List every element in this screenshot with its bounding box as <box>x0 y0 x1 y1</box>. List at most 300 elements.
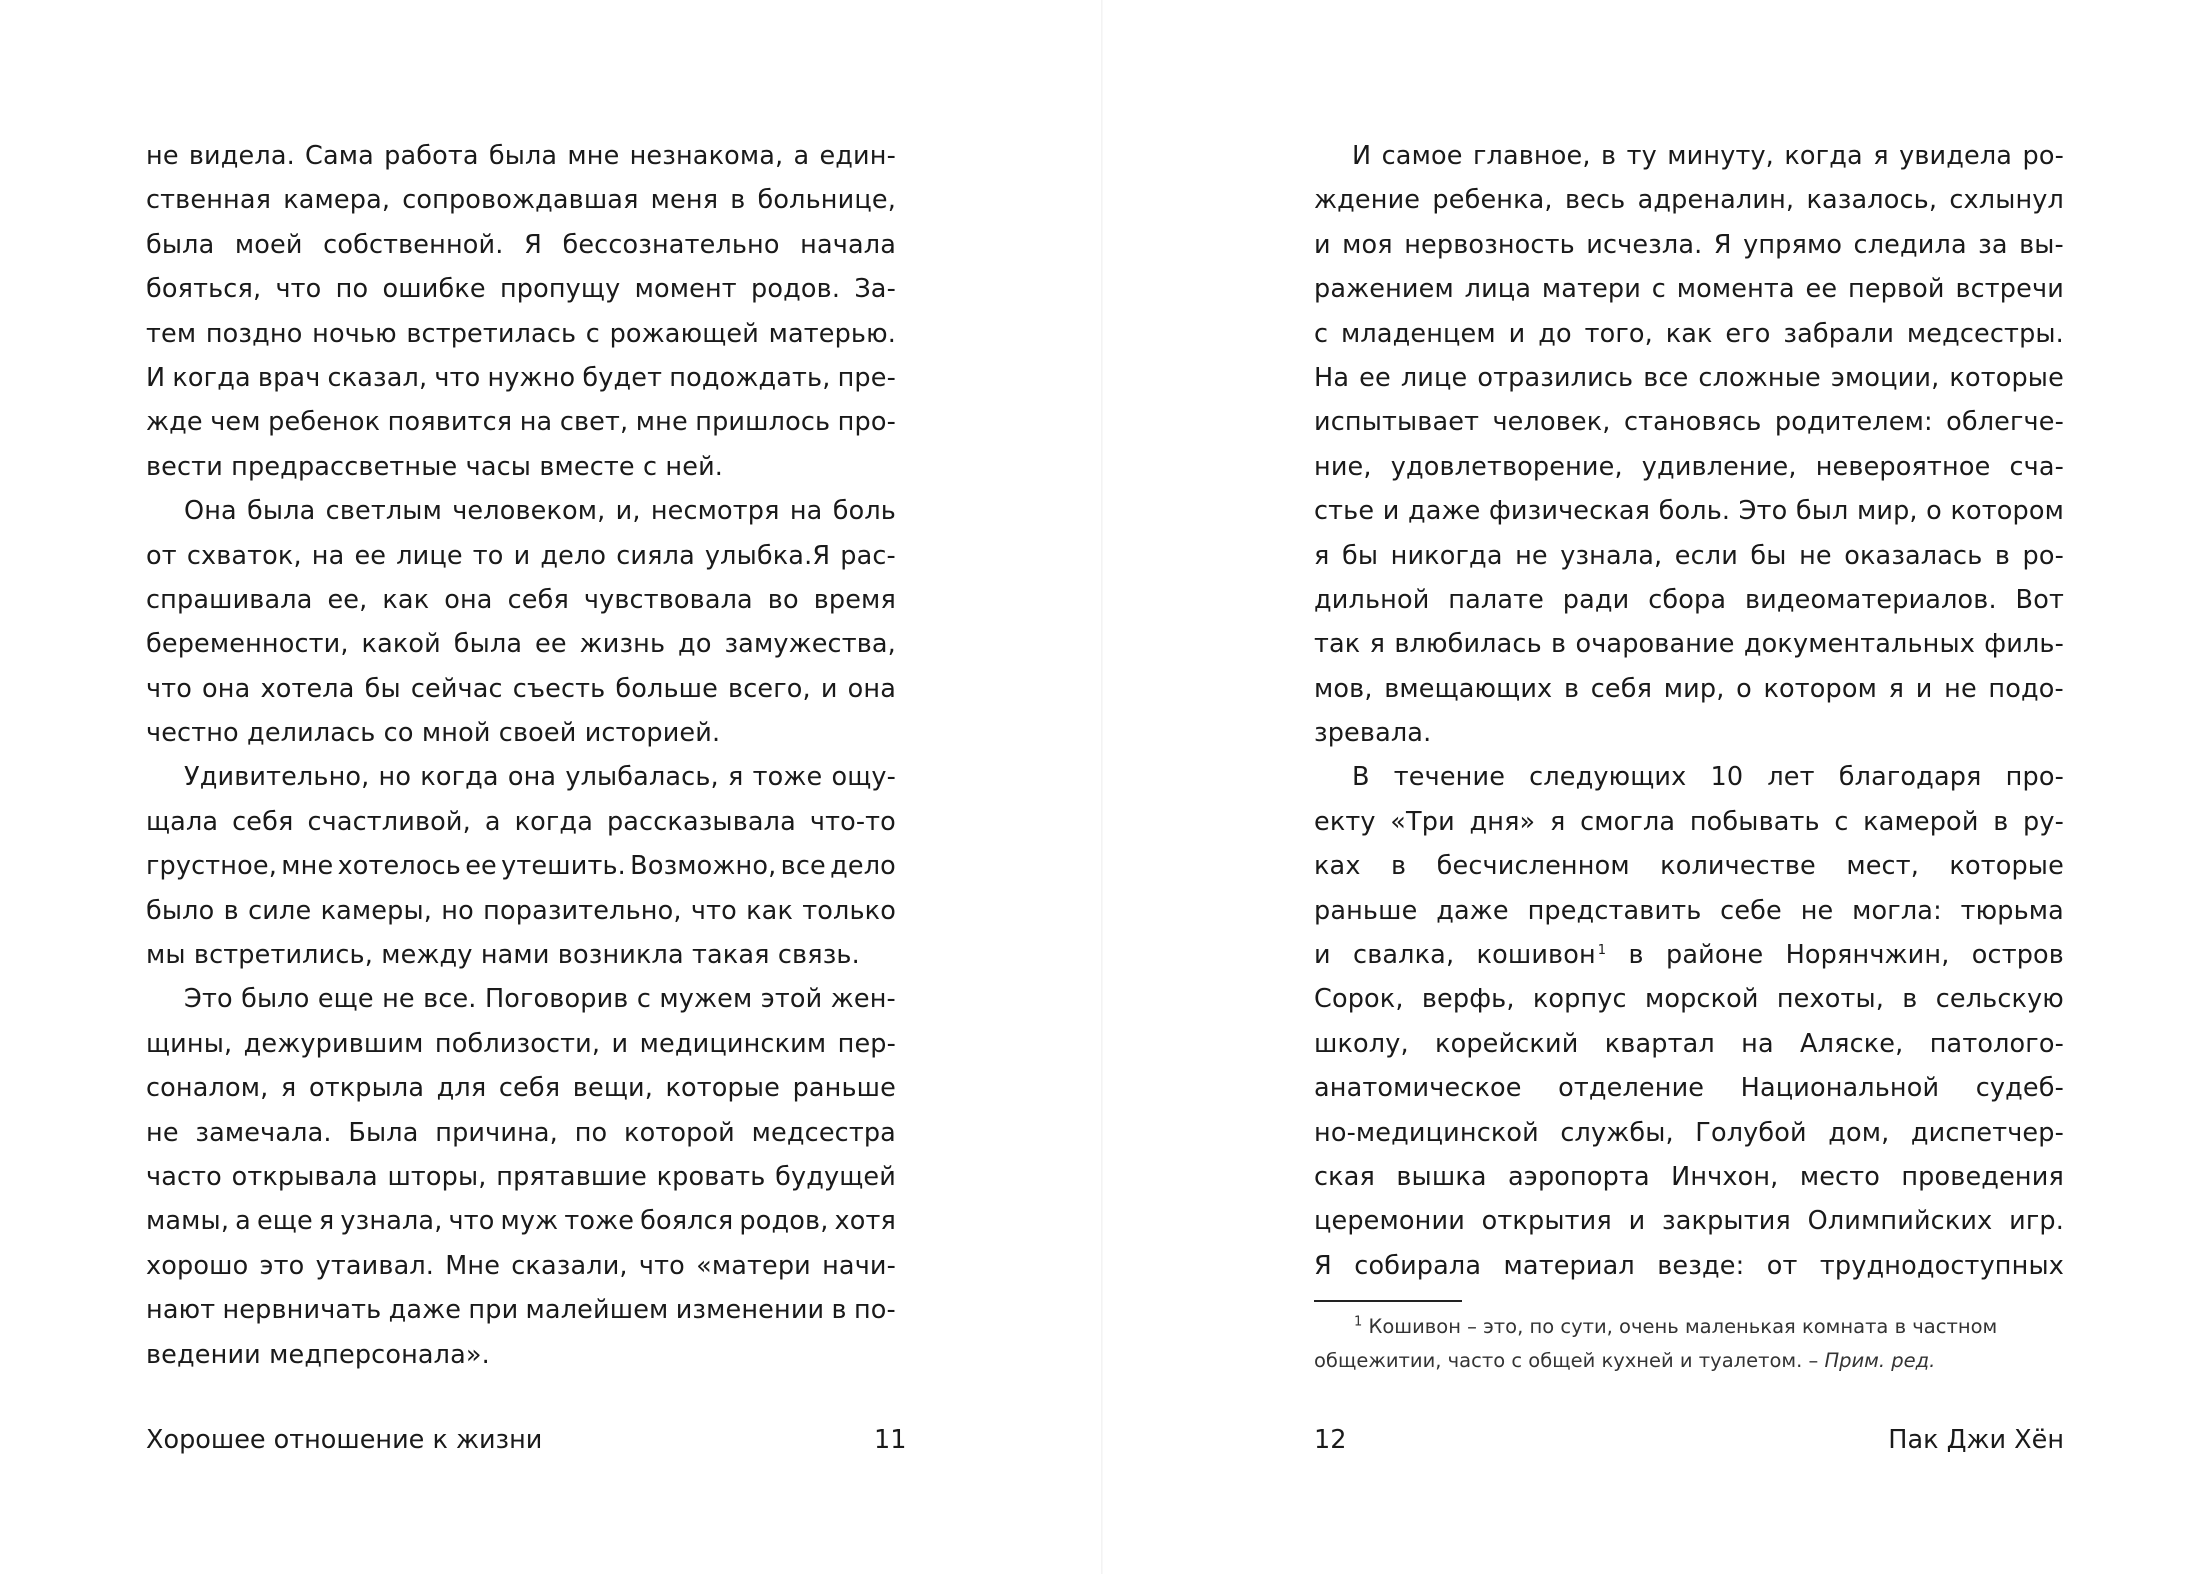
word: Инчхон, <box>1671 1161 1779 1192</box>
footnote-text-2: общежитии, часто с общей кухней и туалетом. – <box>1314 1349 1825 1372</box>
word: школу, <box>1314 1028 1409 1059</box>
word: ее <box>1805 274 1838 305</box>
word: часто <box>146 1161 222 1192</box>
text-line <box>146 134 896 178</box>
word: с <box>1651 274 1666 305</box>
text-line <box>146 1333 896 1377</box>
word: и <box>820 673 838 704</box>
text-line <box>1314 445 2064 489</box>
text-line <box>146 933 896 977</box>
word: испытывает <box>1314 407 1480 438</box>
word: грустное, <box>146 851 277 882</box>
word: ждение <box>1314 185 1421 216</box>
word: ее <box>535 629 567 660</box>
word: лица <box>1464 274 1532 305</box>
word: не <box>382 984 415 1015</box>
word: пер- <box>837 1028 896 1059</box>
text-line <box>146 1111 896 1155</box>
text-line <box>1314 1199 2064 1243</box>
word: котором <box>1763 673 1878 704</box>
word: Это <box>184 984 233 1015</box>
word: была <box>453 629 523 660</box>
word: Национальной <box>1740 1073 1940 1104</box>
word: которые <box>1949 362 2064 393</box>
word: кошивон $^1$ <box>1476 940 1607 971</box>
word: бы <box>364 673 401 704</box>
word: ражением <box>1314 274 1454 305</box>
word: даже <box>1407 496 1481 527</box>
word: силе <box>248 895 312 926</box>
text-line <box>146 534 896 578</box>
word: бы <box>1750 540 1787 571</box>
word: чем <box>210 407 261 438</box>
word: морской <box>1644 984 1759 1015</box>
word: течение <box>1393 762 1506 793</box>
word: узнала, <box>340 1206 443 1237</box>
word: матери <box>1541 274 1641 305</box>
word: За- <box>854 274 896 305</box>
word: счастливой, <box>307 806 471 837</box>
word: закрытия <box>1662 1206 1791 1237</box>
word: подождать, <box>669 362 831 393</box>
word: будущей <box>775 1161 896 1192</box>
left-page <box>0 0 1101 1574</box>
word: палате <box>1448 584 1544 615</box>
word: увидела <box>1899 141 2013 171</box>
footnote-number: 1 <box>1354 1314 1363 1330</box>
word: момента <box>1676 274 1795 305</box>
word: Я <box>524 229 542 260</box>
text-line <box>146 223 896 267</box>
word: подо- <box>1988 673 2064 704</box>
text-line <box>146 400 896 444</box>
word: себя <box>1590 673 1653 704</box>
left-page-body <box>146 134 896 1377</box>
word: улыбка.Я <box>704 540 831 571</box>
text-line <box>1314 622 2064 666</box>
word: я <box>1549 806 1566 837</box>
word: отделение <box>1558 1073 1705 1104</box>
word: как <box>746 895 794 926</box>
word: проведения <box>1901 1161 2064 1192</box>
word: была <box>146 229 215 260</box>
word: Возможно, <box>630 851 777 882</box>
text-line <box>146 178 896 222</box>
text-line <box>1314 312 2064 356</box>
line-text: мы встретились, между нами возникла такая связь. <box>146 940 860 971</box>
word: становясь <box>1623 407 1762 438</box>
word: но <box>441 895 474 926</box>
word: квартал <box>1604 1028 1715 1059</box>
word: которые <box>665 1073 781 1104</box>
text-line <box>1314 1244 2064 1288</box>
word: районе <box>1666 940 1764 971</box>
word: был <box>1795 496 1849 527</box>
word: облегче- <box>1946 407 2064 438</box>
word: «Три <box>1390 806 1455 837</box>
word: собственной. <box>323 229 504 260</box>
word: это <box>259 1250 305 1281</box>
word: в <box>831 1295 847 1326</box>
word: Голубой <box>1695 1117 1807 1148</box>
word: какой <box>361 629 441 660</box>
word: главное, <box>1472 141 1591 171</box>
word: и <box>1508 318 1526 349</box>
word: чувствовала <box>583 584 753 615</box>
word: удовлетворение, <box>1390 451 1623 482</box>
word: сельскую <box>1935 984 2064 1015</box>
text-line <box>146 889 896 933</box>
word: и <box>1382 496 1400 527</box>
word: верфь, <box>1421 984 1515 1015</box>
word: с <box>1834 806 1849 837</box>
word: родов. <box>751 274 841 305</box>
word: я <box>1888 673 1905 704</box>
word: ние, <box>1314 451 1372 482</box>
word: корейский <box>1435 1028 1579 1059</box>
word: лет <box>1767 762 1815 793</box>
right-page <box>1103 0 2204 1574</box>
word: вы- <box>2019 229 2064 260</box>
word: съесть <box>512 673 606 704</box>
word: на <box>311 540 345 571</box>
footnote <box>1314 1310 2064 1378</box>
word: благодаря <box>1838 762 1982 793</box>
footnote-line <box>1314 1310 2064 1344</box>
word: забрали <box>1783 318 1895 349</box>
word: что <box>448 1206 495 1237</box>
word: 10 <box>1710 762 1744 793</box>
word: работа <box>384 141 479 171</box>
word: камерой <box>1863 806 1979 837</box>
word: и <box>1915 673 1933 704</box>
word: светлым <box>325 496 442 527</box>
word: корпус <box>1532 984 1627 1015</box>
word: во <box>767 584 799 615</box>
word: в <box>1993 806 2009 837</box>
word: открывала <box>231 1161 378 1192</box>
word: поразительно, <box>483 895 682 926</box>
word: о <box>1926 496 1942 527</box>
word: мужем <box>659 984 753 1015</box>
word: все <box>780 851 826 882</box>
word: сча- <box>2009 451 2064 482</box>
word: моя <box>1342 229 1393 260</box>
word: для <box>436 1073 487 1104</box>
word: «матери <box>696 1250 811 1281</box>
text-line <box>146 1066 896 1110</box>
word: мне <box>281 851 334 882</box>
right-page-body <box>1314 134 2064 1288</box>
word: материал <box>1503 1250 1635 1281</box>
word: в <box>223 895 239 926</box>
left-running-title: Хорошее отношение к жизни <box>146 1425 543 1455</box>
word: жизнь <box>579 629 666 660</box>
word: И <box>1352 141 1372 171</box>
word: а <box>793 141 810 171</box>
word: филь- <box>1984 629 2064 660</box>
word: а <box>484 806 501 837</box>
word: нервничать <box>222 1295 382 1326</box>
word: поблизости, <box>434 1028 601 1059</box>
text-line <box>146 977 896 1021</box>
word: с <box>636 984 652 1015</box>
footnote-reference[interactable]: 1 <box>1597 942 1607 958</box>
word: утаивал. <box>315 1250 435 1281</box>
text-line <box>1314 933 2064 977</box>
word: в <box>1551 629 1567 660</box>
word: дело <box>540 540 607 571</box>
word: больше <box>615 673 718 704</box>
word: врач <box>257 362 321 393</box>
word: муж <box>500 1206 559 1237</box>
word: первой <box>1848 274 1945 305</box>
word: очарование <box>1575 629 1735 660</box>
word: себя <box>232 806 294 837</box>
word: свалка, <box>1353 940 1455 971</box>
word: прятавшие <box>496 1161 647 1192</box>
word: жде <box>146 407 203 438</box>
word: то <box>472 540 504 571</box>
word: дежурившим <box>243 1028 424 1059</box>
word: всего, <box>728 673 811 704</box>
word: младенцем <box>1341 318 1496 349</box>
line-text: вести предрассветные часы вместе с ней. <box>146 451 724 482</box>
word: я <box>280 1073 297 1104</box>
word: изменении <box>675 1295 825 1326</box>
word: если <box>1674 540 1738 571</box>
word: еще <box>256 1206 313 1237</box>
word: замужества, <box>724 629 896 660</box>
word: что-то <box>809 806 896 837</box>
text-line <box>146 267 896 311</box>
word: ках <box>1314 851 1361 882</box>
text-line <box>1314 889 2064 933</box>
word: исчезла. <box>1586 229 1703 260</box>
word: шторы, <box>387 1161 487 1192</box>
word: Сорок, <box>1314 984 1404 1015</box>
word: дело <box>830 851 896 882</box>
word: диспетчер- <box>1910 1117 2064 1148</box>
word: и <box>1628 1206 1646 1237</box>
word: до <box>1538 318 1572 349</box>
word: с <box>1314 318 1329 349</box>
word: упрямо <box>1743 229 1843 260</box>
word: весь <box>1564 185 1626 216</box>
word: Это <box>1738 496 1788 527</box>
right-running-author: Пак Джи Хён <box>1888 1425 2064 1455</box>
word: ребенка, <box>1432 185 1553 216</box>
text-line <box>1314 755 2064 799</box>
word: вещи, <box>572 1073 653 1104</box>
word: котором <box>1950 496 2064 527</box>
word: было <box>241 984 310 1015</box>
word: улыбалась, <box>565 762 719 793</box>
text-line <box>1314 267 2064 311</box>
word: я <box>1314 540 1330 571</box>
word: при <box>468 1295 519 1326</box>
word: не <box>146 1117 179 1148</box>
word: что <box>638 1250 685 1281</box>
word: человеком, <box>452 496 606 527</box>
word: вмещающих <box>1384 673 1553 704</box>
word: нервозность <box>1404 229 1575 260</box>
word: тем <box>146 318 197 349</box>
word: отразились <box>1477 362 1634 393</box>
word: аэропорта <box>1508 1161 1650 1192</box>
word: поздно <box>205 318 303 349</box>
word: ребенок <box>268 407 381 438</box>
word: на <box>1741 1028 1774 1059</box>
word: церемонии <box>1314 1206 1465 1237</box>
text-line <box>146 1244 896 1288</box>
word: дом, <box>1828 1117 1890 1148</box>
word: рожающей <box>609 318 759 349</box>
word: На <box>1314 362 1350 393</box>
word: в <box>1902 984 1918 1015</box>
word: Я <box>1713 229 1732 260</box>
word: пришлось <box>695 407 831 438</box>
word: и, <box>615 496 641 527</box>
word: боялся <box>640 1206 734 1237</box>
word: по- <box>853 1295 896 1326</box>
word: утешить. <box>501 851 626 882</box>
word: вышка <box>1396 1161 1487 1192</box>
text-line <box>1314 356 2064 400</box>
text-line <box>1314 667 2064 711</box>
word: Аляске, <box>1800 1028 1904 1059</box>
word: влюбилась <box>1394 629 1542 660</box>
word: невероятное <box>1815 451 1991 482</box>
word: того, <box>1584 318 1653 349</box>
word: мов, <box>1314 673 1373 704</box>
word: моей <box>234 229 303 260</box>
word: камеры, <box>320 895 433 926</box>
word: себя <box>507 584 569 615</box>
text-line <box>146 445 896 489</box>
word: ту <box>1626 141 1657 171</box>
word: стье <box>1314 496 1375 527</box>
word: все. <box>423 984 477 1015</box>
word: от <box>146 540 177 571</box>
word: игр. <box>2009 1206 2064 1237</box>
word: ее, <box>327 584 368 615</box>
word: она <box>847 673 896 704</box>
word: мир, <box>1663 673 1725 704</box>
word: медицинским <box>639 1028 827 1059</box>
word: не <box>146 141 179 171</box>
word: нают <box>146 1295 216 1326</box>
word: видела. <box>188 141 295 171</box>
word: еще <box>317 984 374 1015</box>
word: открытия <box>1481 1206 1612 1237</box>
word: с <box>585 318 600 349</box>
word: когда <box>1784 141 1863 171</box>
word: никогда <box>1390 540 1503 571</box>
word: ру- <box>2023 806 2064 837</box>
word: все <box>1643 362 1689 393</box>
word: как <box>382 584 430 615</box>
word: беременности, <box>146 629 349 660</box>
word: схваток, <box>186 540 302 571</box>
text-line <box>1314 400 2064 444</box>
word: она <box>202 673 251 704</box>
word: судеб- <box>1975 1073 2064 1104</box>
text-line <box>146 844 896 888</box>
text-line <box>1314 1155 2064 1199</box>
word: мне <box>635 407 688 438</box>
word: камера, <box>283 185 391 216</box>
word: даже <box>1436 895 1509 926</box>
word: хотела <box>260 673 355 704</box>
word: нужно <box>487 362 576 393</box>
word: сопровождавшая <box>402 185 639 216</box>
word: хотелось <box>337 851 461 882</box>
word: ошибке <box>382 274 486 305</box>
word: о <box>1736 673 1752 704</box>
word: не <box>1944 673 1977 704</box>
word: сказали, <box>511 1250 628 1281</box>
word: Мне <box>445 1250 501 1281</box>
word: представить <box>1527 895 1702 926</box>
word: раньше <box>792 1073 896 1104</box>
word: сияла <box>616 540 695 571</box>
word: Сама <box>305 141 374 171</box>
word: встретилась <box>406 318 577 349</box>
text-line <box>146 667 896 711</box>
word: ро- <box>2022 141 2064 171</box>
word: ро- <box>2022 540 2064 571</box>
word: но-медицинской <box>1314 1117 1539 1148</box>
word: которой <box>624 1117 735 1148</box>
text-line <box>1314 134 2064 178</box>
word: начала <box>800 229 896 260</box>
word: сейчас <box>410 673 503 704</box>
word: не <box>1799 540 1832 571</box>
word: что <box>434 362 481 393</box>
word: остров <box>1971 940 2064 971</box>
text-line <box>146 489 896 533</box>
word: была <box>247 496 316 527</box>
footnote-separator <box>1314 1300 1462 1302</box>
word: про- <box>2005 762 2064 793</box>
text-line <box>146 1199 896 1243</box>
word: сложные <box>1698 362 1821 393</box>
word: только <box>802 895 896 926</box>
word: больнице, <box>757 185 896 216</box>
word: когда <box>514 806 593 837</box>
word: замечала. <box>195 1117 332 1148</box>
word: сбора <box>1648 584 1727 615</box>
word: един- <box>819 141 896 171</box>
word: в <box>1601 141 1617 171</box>
text-line <box>1314 1022 2064 1066</box>
word: екту <box>1314 806 1376 837</box>
word: пре- <box>837 362 896 393</box>
word: и <box>1314 229 1331 260</box>
word: была <box>488 141 558 171</box>
word: самое <box>1381 141 1463 171</box>
word: этой <box>760 984 823 1015</box>
word: когда <box>172 362 251 393</box>
word: спрашивала <box>146 584 313 615</box>
text-line <box>1314 1111 2064 1155</box>
word: открыла <box>308 1073 425 1104</box>
word: свет, <box>559 407 629 438</box>
left-page-number: 11 <box>874 1425 907 1455</box>
word: ственная <box>146 185 272 216</box>
word: что <box>275 274 322 305</box>
